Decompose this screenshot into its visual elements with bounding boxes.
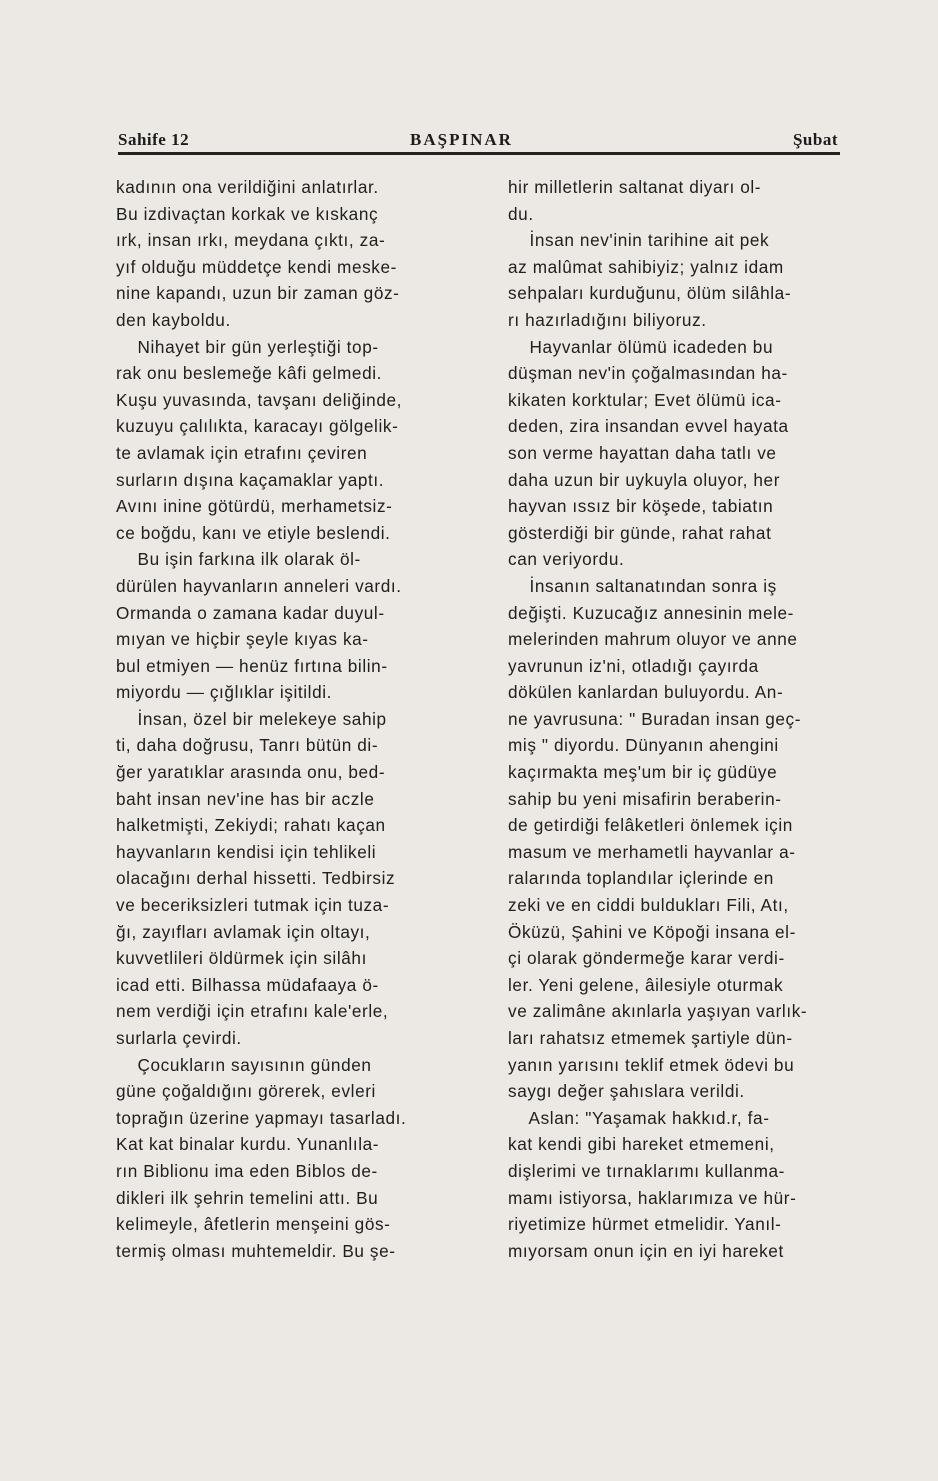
- left-column: [116, 174, 480, 1264]
- text-line: daha uzun bir uykuyla oluyor, her: [508, 469, 781, 490]
- text-line: dikleri ilk şehrin temelini attı. Bu: [116, 1187, 379, 1208]
- text-line: bul etmiyen — henüz fırtına bilin-: [116, 655, 388, 676]
- text-line: hayvanların kendisi için tehlikeli: [116, 841, 377, 862]
- text-line: baht insan nev'ine has bir aczle: [116, 788, 375, 809]
- text-line: Çocukların sayısının günden: [116, 1054, 372, 1075]
- text-line: kikaten korktular; Evet ölümü ica-: [508, 389, 782, 410]
- text-line: yanın yarısını teklif etmek ödevi bu: [508, 1054, 795, 1075]
- text-line: miş " diyordu. Dünyanın ahengini: [508, 735, 779, 756]
- text-line: ğı, zayıfları avlamak için oltayı,: [116, 921, 371, 942]
- text-line: surların dışına kaçamaklar yaptı.: [116, 469, 385, 490]
- text-line: yıf olduğu müddetçe kendi meske-: [116, 256, 397, 277]
- text-line: son verme hayattan daha tatlı ve: [508, 442, 777, 463]
- text-line: termiş olması muhtemeldir. Bu şe-: [116, 1240, 396, 1261]
- text-line: mamı istiyorsa, haklarımıza ve hür-: [508, 1187, 797, 1208]
- text-line: İnsan nev'inin tarihine ait pek: [508, 230, 770, 251]
- text-line: ralarında toplandılar içlerinde en: [508, 868, 774, 889]
- text-line: miyordu — çığlıklar işitildi.: [116, 682, 333, 703]
- text-line: hayvan ıssız bir köşede, tabiatın: [508, 496, 774, 517]
- text-line: rı hazırladığını biliyoruz.: [508, 309, 707, 330]
- text-line: surlarla çevirdi.: [116, 1028, 242, 1048]
- text-line: ce boğdu, kanı ve etiyle beslendi.: [116, 522, 391, 543]
- text-line: olacağını derhal hissetti. Tedbirsiz: [116, 868, 396, 889]
- text-line: riyetimize hürmet etmelidir. Yanıl-: [508, 1214, 782, 1235]
- text-line: ve zalimâne akınlarla yaşıyan varlık-: [508, 1001, 808, 1022]
- text-line: dişlerimi ve tırnaklarımı kullanma-: [508, 1160, 785, 1181]
- text-line: Nihayet bir gün yerleştiği top-: [116, 336, 379, 357]
- text-line: ırk, insan ırkı, meydana çıktı, za-: [116, 230, 386, 251]
- text-line: rın Biblionu ima eden Biblos de-: [116, 1160, 378, 1181]
- text-line: Kat kat binalar kurdu. Yunanlıla-: [116, 1134, 380, 1155]
- right-column: [508, 174, 888, 1264]
- header-rule: [118, 152, 840, 155]
- text-line: Hayvanlar ölümü icadeden bu: [508, 336, 774, 357]
- text-line: düşman nev'in çoğalmasından ha-: [508, 363, 788, 384]
- page-header: [118, 126, 838, 154]
- text-line: ğer yaratıklar arasında onu, bed-: [116, 762, 386, 783]
- text-line: Öküzü, Şahini ve Köpoği insana el-: [508, 921, 796, 942]
- text-line: mıyan ve hiçbir şeyle kıyas ka-: [116, 629, 369, 650]
- text-line: İnsan, özel bir melekeye sahip: [116, 708, 387, 729]
- text-line: Kuşu yuvasında, tavşanı deliğinde,: [116, 389, 403, 410]
- text-line: İnsanın saltanatından sonra iş: [508, 575, 777, 596]
- text-line: hir milletlerin saltanat diyarı ol-: [508, 177, 762, 197]
- text-line: ve beceriksizleri tutmak için tuza-: [116, 895, 390, 916]
- text-line: ları rahatsız etmemek şartiyle dün-: [508, 1028, 793, 1048]
- text-line: Aslan: "Yaşamak hakkıd.r, fa-: [508, 1107, 770, 1128]
- text-line: deden, zira insandan evvel hayata: [508, 416, 789, 437]
- text-line: ne yavrusuna: " Buradan insan geç-: [508, 708, 802, 729]
- text-line: kaçırmakta meş'um bir iç güdüye: [508, 762, 778, 783]
- text-line: zeki ve en ciddi buldukları Fili, Atı,: [508, 895, 789, 916]
- text-line: kuzuyu çalılıkta, karacayı gölgelik-: [116, 416, 399, 437]
- text-line: dökülen kanlardan buluyordu. An-: [508, 682, 784, 703]
- text-line: dürülen hayvanların anneleri vardı.: [116, 575, 402, 596]
- text-line: Avını inine götürdü, merhametsiz-: [116, 496, 393, 517]
- text-line: halketmişti, Zekiydi; rahatı kaçan: [116, 815, 386, 836]
- text-line: ler. Yeni gelene, âilesiyle oturmak: [508, 974, 784, 995]
- text-line: te avlamak için etrafını çeviren: [116, 442, 368, 463]
- text-line: kat kendi gibi hareket etmemeni,: [508, 1134, 775, 1155]
- text-line: masum ve merhametli hayvanlar a-: [508, 841, 796, 862]
- text-line: rak onu beslemeğe kâfi gelmedi.: [116, 363, 383, 384]
- text-line: kuvvetlileri öldürmek için silâhı: [116, 948, 367, 969]
- text-line: değişti. Kuzucağız annesinin mele-: [508, 602, 795, 623]
- text-line: ti, daha doğrusu, Tanrı bütün di-: [116, 735, 379, 756]
- text-line: gösterdiği bir günde, rahat rahat: [508, 522, 772, 543]
- text-line: mıyorsam onun için en iyi hareket: [508, 1240, 784, 1261]
- text-line: çi olarak göndermeğe karar verdi-: [508, 948, 785, 969]
- text-line: kelimeyle, âfetlerin menşeini gös-: [116, 1214, 391, 1235]
- text-line: de getirdiği felâketleri önlemek için: [508, 815, 793, 836]
- text-line: Bu işin farkına ilk olarak öl-: [116, 549, 361, 570]
- issue-month: Şubat: [792, 130, 838, 149]
- text-line: den kayboldu.: [116, 309, 231, 330]
- text-line: kadının ona verildiğini anlatırlar.: [116, 177, 379, 197]
- page-number: Sahife 12: [118, 130, 190, 149]
- text-line: melerinden mahrum oluyor ve anne: [508, 629, 798, 650]
- text-line: güne çoğaldığını görerek, evleri: [116, 1081, 376, 1102]
- text-line: nem verdiği için etrafını kale'erle,: [116, 1001, 389, 1022]
- text-line: az malûmat sahibiyiz; yalnız idam: [508, 256, 784, 277]
- text-line: saygı değer şahıslara verildi.: [508, 1081, 745, 1102]
- text-line: Bu izdivaçtan korkak ve kıskanç: [116, 203, 379, 224]
- magazine-title: BAŞPINAR: [410, 130, 513, 149]
- text-line: toprağın üzerine yapmayı tasarladı.: [116, 1107, 407, 1128]
- text-line: yavrunun iz'ni, otladığı çayırda: [508, 655, 759, 676]
- text-line: icad etti. Bilhassa müdafaaya ö-: [116, 974, 379, 995]
- text-line: nine kapandı, uzun bir zaman göz-: [116, 283, 400, 304]
- text-line: sehpaları kurduğunu, ölüm silâhla-: [508, 283, 792, 304]
- text-line: can veriyordu.: [508, 549, 625, 570]
- text-line: Ormanda o zamana kadar duyul-: [116, 602, 385, 623]
- text-line: sahip bu yeni misafirin beraberin-: [508, 788, 782, 809]
- text-line: du.: [508, 203, 534, 224]
